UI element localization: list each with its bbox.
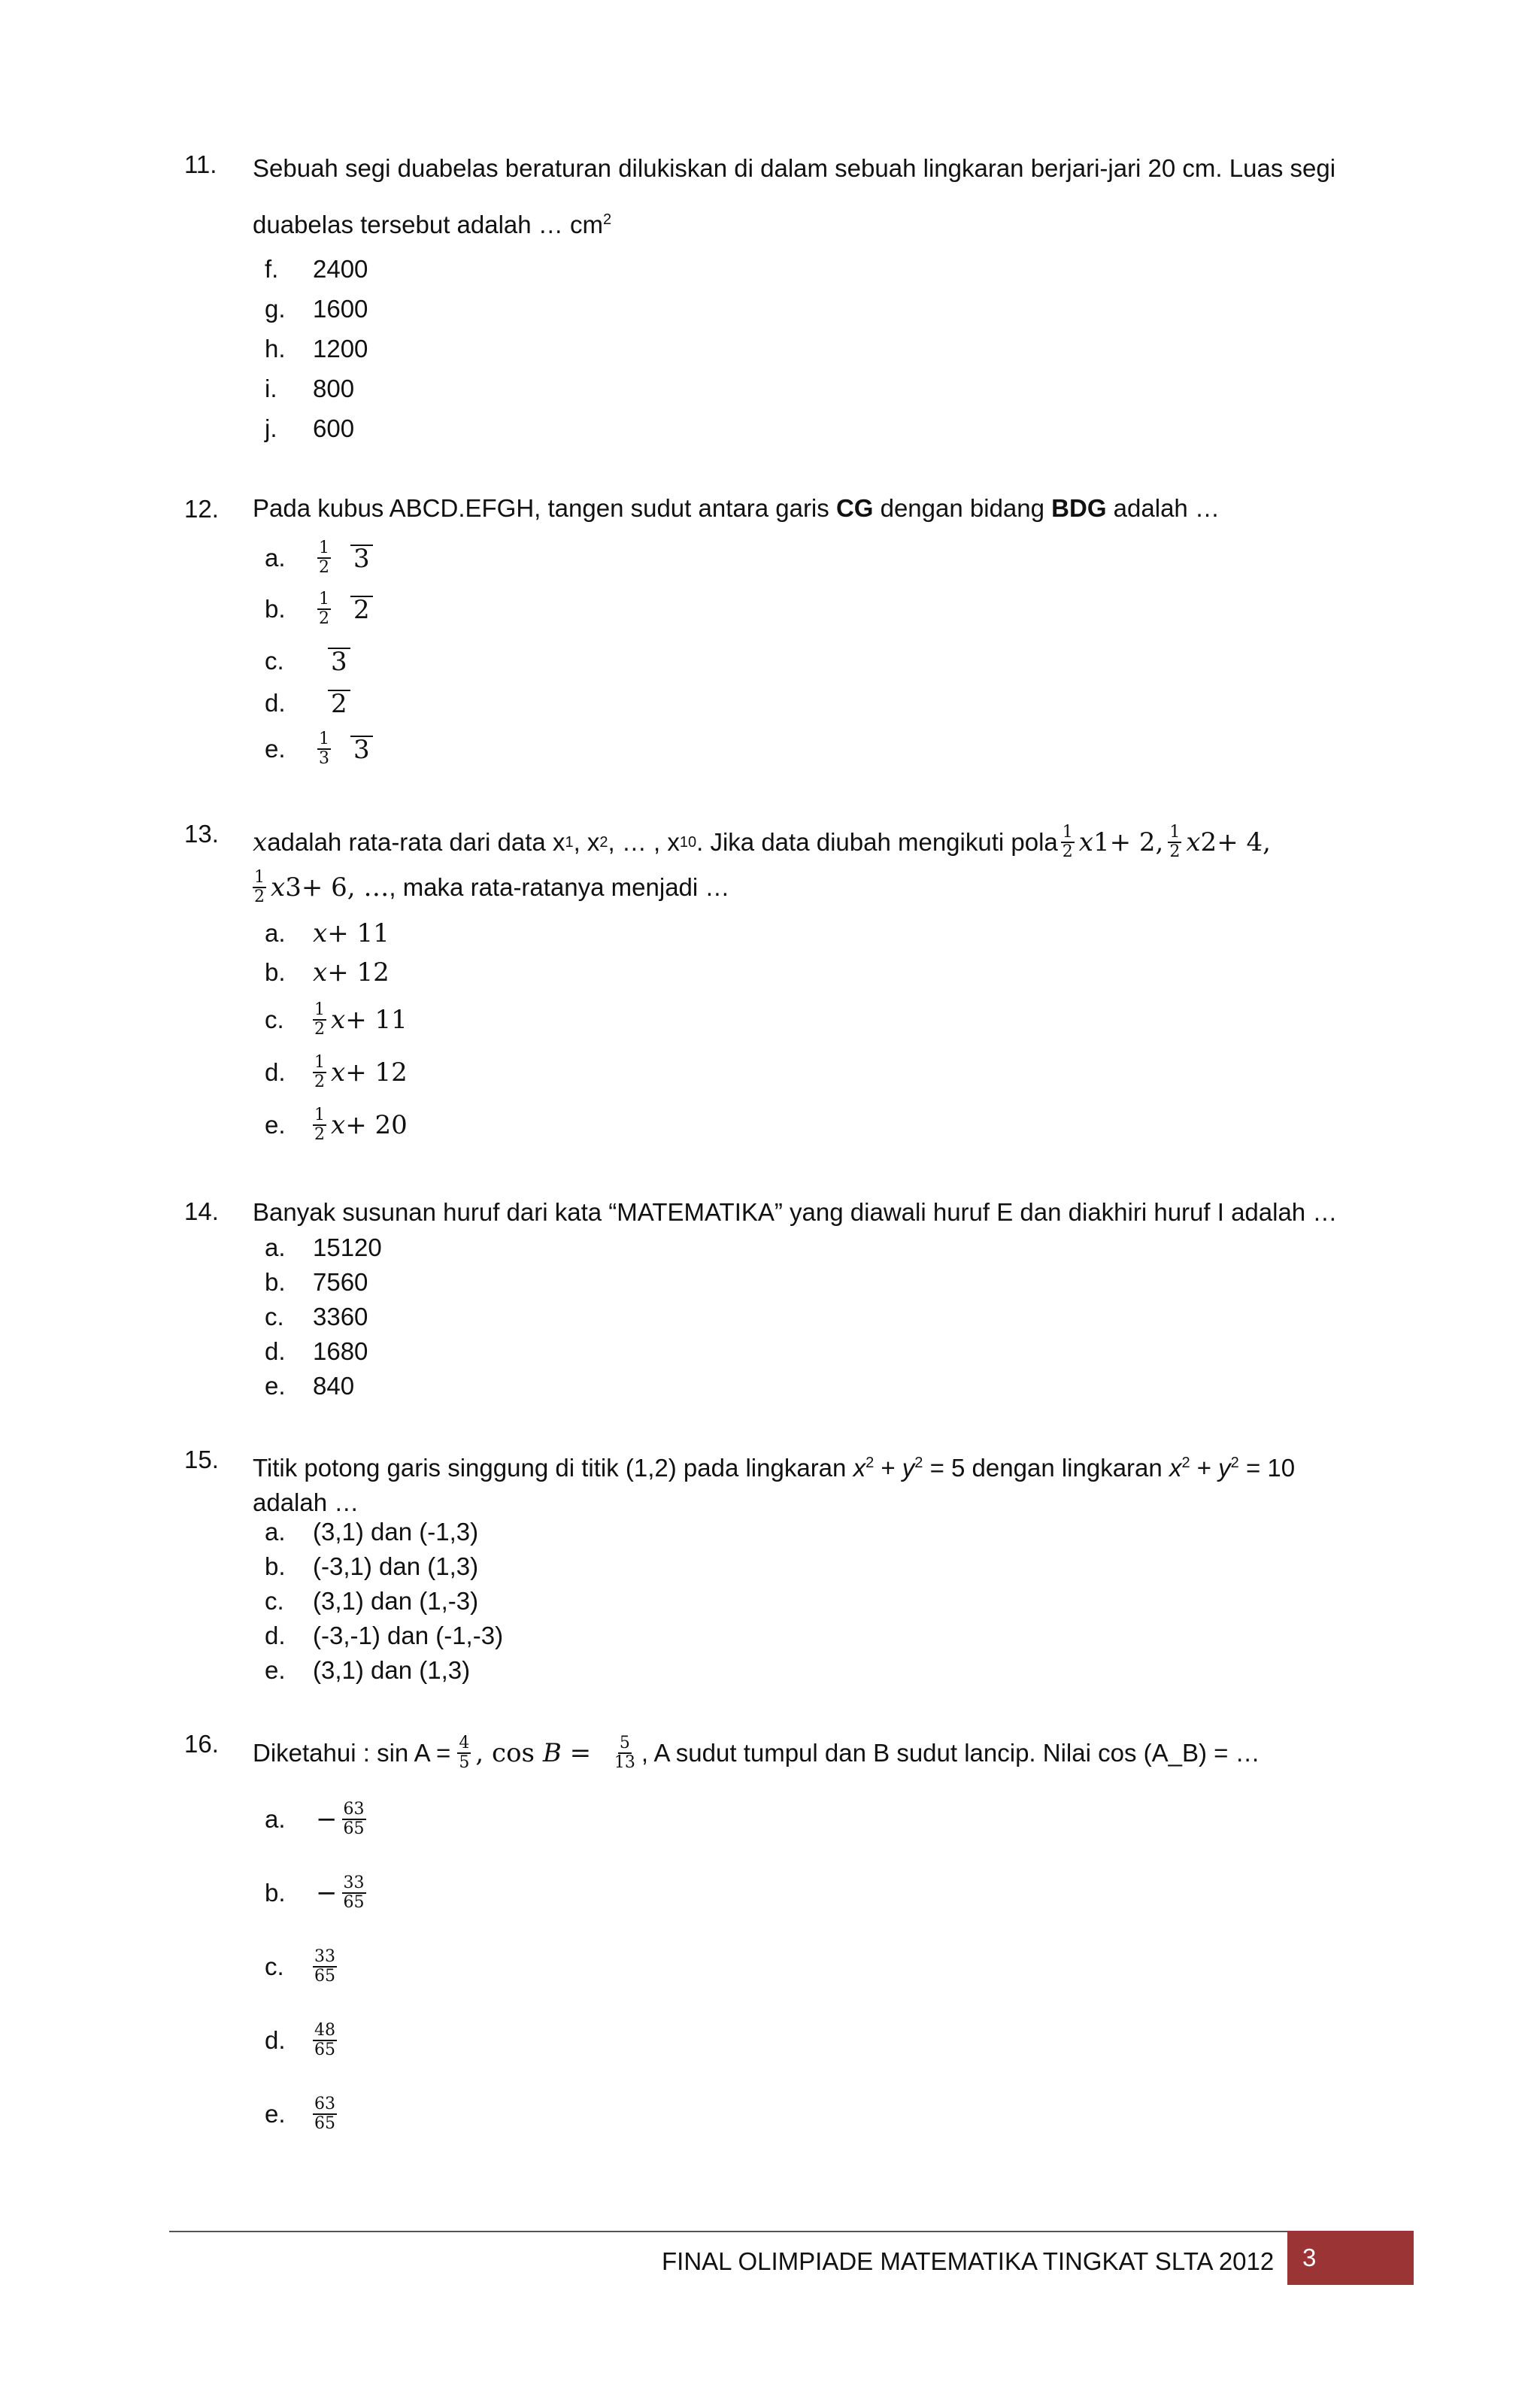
variable: x bbox=[1186, 827, 1201, 857]
subscript: 2 bbox=[1200, 827, 1217, 857]
option-value: 1680 bbox=[313, 1337, 368, 1365]
option-label: c. bbox=[265, 1952, 284, 1980]
option bbox=[265, 955, 390, 990]
question-text bbox=[253, 1727, 1411, 1779]
option bbox=[265, 1584, 478, 1619]
option bbox=[265, 2088, 341, 2141]
mean-symbol: x bbox=[253, 827, 268, 857]
option bbox=[265, 1103, 408, 1148]
option bbox=[265, 1334, 368, 1369]
numerator: 1 bbox=[1062, 823, 1073, 842]
radical: 3 bbox=[350, 736, 373, 763]
minus-sign: − bbox=[316, 1878, 338, 1908]
fraction bbox=[317, 590, 331, 628]
question-text-line bbox=[253, 194, 1411, 250]
numerator: 33 bbox=[343, 1874, 365, 1892]
question-text bbox=[253, 820, 1411, 910]
question-text-segment: dengan bidang bbox=[873, 494, 1052, 522]
numerator: 1 bbox=[319, 730, 329, 748]
denominator: 65 bbox=[314, 1967, 335, 1986]
denominator: 65 bbox=[343, 1893, 365, 1912]
option bbox=[265, 332, 368, 366]
option bbox=[265, 727, 373, 772]
variable: x bbox=[331, 1005, 346, 1035]
superscript: 2 bbox=[1230, 1455, 1239, 1471]
option-value: 1600 bbox=[313, 295, 368, 323]
option bbox=[265, 411, 354, 446]
denominator: 2 bbox=[314, 1125, 325, 1144]
variable: x bbox=[313, 957, 328, 988]
superscript: 2 bbox=[602, 211, 612, 228]
variable: x bbox=[313, 918, 328, 948]
superscript: 2 bbox=[1181, 1455, 1190, 1471]
question-text-segment: = 5 dengan lingkaran bbox=[923, 1454, 1169, 1482]
numerator: 1 bbox=[314, 1106, 325, 1124]
question-text: Banyak susunan huruf dari kata “MATEMATIKA” yang diawali huruf E dan diakhiri huruf I adalah … bbox=[253, 1198, 1338, 1226]
fraction bbox=[457, 1734, 471, 1772]
option bbox=[265, 252, 368, 287]
question-text-segment: Diketahui : sin A = bbox=[253, 1739, 458, 1767]
numerator: 4 bbox=[459, 1734, 470, 1752]
math-term: + 6, … bbox=[301, 872, 390, 903]
fraction bbox=[1168, 824, 1181, 861]
variable: x bbox=[853, 1454, 866, 1482]
option-label: f. bbox=[265, 255, 279, 283]
fraction bbox=[313, 1106, 326, 1144]
option bbox=[265, 1940, 341, 1993]
option bbox=[265, 644, 350, 678]
fraction bbox=[342, 1874, 366, 1912]
footer-title: FINAL OLIMPIADE MATEMATIKA TINGKAT SLTA 2012 bbox=[662, 2247, 1275, 2275]
option bbox=[265, 1515, 478, 1549]
question-number: 12. bbox=[184, 495, 219, 523]
option-value: (3,1) dan (-1,3) bbox=[313, 1518, 479, 1546]
denominator: 2 bbox=[1169, 842, 1181, 861]
option bbox=[265, 2014, 341, 2067]
numerator: 63 bbox=[314, 2095, 335, 2113]
option-value: (-3,1) dan (1,3) bbox=[313, 1552, 479, 1580]
question-number: 13. bbox=[184, 820, 219, 848]
option bbox=[265, 1793, 371, 1846]
numerator: 1 bbox=[314, 1000, 325, 1019]
fraction bbox=[313, 1948, 337, 1986]
numerator: 1 bbox=[1169, 823, 1181, 842]
option-value: (-3,-1) dan (-1,-3) bbox=[313, 1622, 504, 1649]
denominator: 13 bbox=[614, 1753, 635, 1772]
bold-term: CG bbox=[835, 494, 874, 522]
variable: x bbox=[271, 872, 286, 903]
numerator: 1 bbox=[314, 1053, 325, 1072]
numerator: 63 bbox=[343, 1800, 365, 1819]
denominator: 2 bbox=[254, 887, 265, 906]
denominator: 2 bbox=[314, 1073, 325, 1091]
subscript: 1 bbox=[565, 834, 574, 851]
question-number: 15. bbox=[184, 1446, 219, 1473]
variable: x bbox=[331, 1057, 346, 1088]
radical: 2 bbox=[328, 690, 350, 717]
math-term: + 2, bbox=[1109, 827, 1164, 857]
question-text-line bbox=[253, 820, 1411, 865]
subscript: 1 bbox=[1093, 827, 1110, 857]
numerator: 48 bbox=[314, 2021, 335, 2040]
fraction bbox=[317, 539, 331, 577]
fraction bbox=[313, 1054, 326, 1091]
fraction bbox=[313, 1001, 326, 1039]
option bbox=[265, 997, 408, 1042]
denominator: 2 bbox=[319, 609, 329, 628]
denominator: 5 bbox=[459, 1753, 470, 1772]
option-label: a. bbox=[265, 1518, 286, 1546]
option-label: d. bbox=[265, 1622, 286, 1649]
math-term: , cos bbox=[475, 1738, 543, 1768]
option-label: e. bbox=[265, 735, 286, 763]
denominator: 2 bbox=[319, 558, 329, 577]
question-text-segment: , maka rata-ratanya menjadi … bbox=[389, 873, 730, 901]
question-text-segment: Pada kubus ABCD.EFGH, tangen sudut antara garis bbox=[253, 494, 836, 522]
option-label: b. bbox=[265, 958, 286, 986]
page-number: 3 bbox=[1287, 2231, 1414, 2285]
option-value: (3,1) dan (1,-3) bbox=[313, 1587, 479, 1615]
option-label: c. bbox=[265, 1303, 284, 1330]
question-text-segment: = 10 bbox=[1238, 1454, 1296, 1482]
denominator: 65 bbox=[314, 2114, 335, 2133]
denominator: 65 bbox=[343, 1819, 365, 1838]
option-value: 840 bbox=[313, 1372, 355, 1400]
option bbox=[265, 916, 390, 951]
math-term: + 4, bbox=[1217, 827, 1271, 857]
radical: 3 bbox=[328, 648, 350, 675]
variable: y bbox=[1218, 1454, 1231, 1482]
denominator: 65 bbox=[314, 2040, 335, 2059]
question-text bbox=[253, 143, 1411, 250]
option-label: a. bbox=[265, 544, 286, 572]
option-label: e. bbox=[265, 1372, 286, 1400]
option bbox=[265, 1867, 371, 1919]
denominator: 2 bbox=[1062, 842, 1073, 861]
option-label: b. bbox=[265, 1552, 286, 1580]
option-value: 3360 bbox=[313, 1303, 368, 1330]
question-number: 14. bbox=[184, 1197, 219, 1225]
option bbox=[265, 536, 373, 581]
option-label: e. bbox=[265, 1656, 286, 1684]
option bbox=[265, 1300, 368, 1334]
question-text-line: adalah … bbox=[253, 1488, 359, 1516]
question-text-line: Sebuah segi duabelas beraturan dilukiskan di dalam sebuah lingkaran berjari-jari 20 cm. Luas segi bbox=[253, 154, 1336, 182]
question-text bbox=[253, 1446, 1411, 1520]
question-text-segment: adalah rata-rata dari data x bbox=[267, 828, 565, 856]
option bbox=[265, 1265, 368, 1300]
option-label: d. bbox=[265, 1058, 286, 1086]
math-term: + 11 bbox=[327, 918, 390, 948]
question-text-line bbox=[253, 1446, 1411, 1485]
superscript: 2 bbox=[914, 1455, 923, 1471]
bold-term: BDG bbox=[1051, 494, 1107, 522]
math-term: + 12 bbox=[327, 957, 390, 988]
option-value: 600 bbox=[313, 414, 355, 442]
fraction bbox=[1061, 824, 1075, 861]
question-number: 16. bbox=[184, 1730, 219, 1758]
question-text-line bbox=[253, 865, 1411, 910]
question-text bbox=[253, 483, 1411, 534]
option bbox=[265, 1619, 503, 1653]
option-label: a. bbox=[265, 919, 286, 947]
fraction bbox=[313, 2022, 337, 2059]
radical: 2 bbox=[350, 596, 373, 623]
fraction bbox=[317, 730, 331, 768]
option-label: a. bbox=[265, 1233, 286, 1261]
option-label: d. bbox=[265, 2026, 286, 2054]
minus-sign: − bbox=[316, 1804, 338, 1834]
option bbox=[265, 686, 350, 721]
option-label: g. bbox=[265, 295, 286, 323]
subscript: 10 bbox=[679, 834, 697, 851]
superscript: 2 bbox=[865, 1455, 875, 1471]
option-label: h. bbox=[265, 335, 286, 363]
option bbox=[265, 1369, 354, 1403]
option-label: c. bbox=[265, 1587, 284, 1615]
variable: x bbox=[1169, 1454, 1182, 1482]
option-value: 7560 bbox=[313, 1268, 368, 1296]
fraction bbox=[253, 869, 266, 906]
question-text-segment: Titik potong garis singgung di titik (1,2) pada lingkaran bbox=[253, 1454, 853, 1482]
question-text-segment: + bbox=[874, 1454, 902, 1482]
option bbox=[265, 1653, 470, 1688]
fraction bbox=[313, 2095, 337, 2133]
option-label: d. bbox=[265, 689, 286, 717]
denominator: 3 bbox=[319, 749, 329, 768]
fraction bbox=[342, 1801, 366, 1838]
option-label: b. bbox=[265, 1879, 286, 1907]
option-label: c. bbox=[265, 647, 284, 675]
option-label: j. bbox=[265, 414, 277, 442]
numerator: 1 bbox=[319, 590, 329, 608]
option-label: b. bbox=[265, 1268, 286, 1296]
option bbox=[265, 292, 368, 326]
math-term: = bbox=[561, 1738, 599, 1768]
option-label: e. bbox=[265, 1111, 286, 1139]
option-value: 800 bbox=[313, 375, 355, 402]
radical: 3 bbox=[350, 545, 373, 572]
question-text-segment: + bbox=[1190, 1454, 1219, 1482]
option-value: 2400 bbox=[313, 255, 368, 283]
option bbox=[265, 587, 373, 632]
question-number: 11. bbox=[184, 150, 217, 178]
math-term: + 12 bbox=[345, 1057, 408, 1088]
option-label: c. bbox=[265, 1006, 284, 1033]
variable: x bbox=[331, 1110, 346, 1140]
option bbox=[265, 1230, 382, 1265]
numerator: 33 bbox=[314, 1947, 335, 1966]
option bbox=[265, 1050, 408, 1095]
option-value: (3,1) dan (1,3) bbox=[313, 1656, 471, 1684]
numerator: 1 bbox=[254, 868, 265, 887]
option-value: 1200 bbox=[313, 335, 368, 363]
option-label: e. bbox=[265, 2100, 286, 2128]
math-term: + 11 bbox=[345, 1005, 408, 1035]
option-label: d. bbox=[265, 1337, 286, 1365]
subscript: 3 bbox=[285, 872, 302, 903]
numerator: 1 bbox=[319, 539, 329, 557]
question-text-segment: adalah … bbox=[1106, 494, 1220, 522]
option-label: a. bbox=[265, 1805, 286, 1833]
numerator: 5 bbox=[619, 1734, 630, 1752]
variable: x bbox=[1078, 827, 1093, 857]
variable: y bbox=[902, 1454, 915, 1482]
subscript: 2 bbox=[599, 834, 608, 851]
fraction bbox=[613, 1734, 637, 1772]
question-text-segment: , … , x bbox=[608, 828, 680, 856]
footer-divider bbox=[169, 2231, 1414, 2232]
question-text-segment: , A sudut tumpul dan B sudut lancip. Nilai cos (A_B) = … bbox=[641, 1739, 1260, 1767]
option-label: i. bbox=[265, 375, 277, 402]
option-value: 15120 bbox=[313, 1233, 382, 1261]
math-term: + 20 bbox=[345, 1110, 408, 1140]
option-label: b. bbox=[265, 595, 286, 623]
denominator: 2 bbox=[314, 1020, 325, 1039]
question-text-segment: duabelas tersebut adalah … cm bbox=[253, 211, 603, 238]
variable: B bbox=[542, 1738, 562, 1768]
question-text-segment: , x bbox=[573, 828, 600, 856]
option bbox=[265, 1549, 478, 1584]
question-text-segment: . Jika data diubah mengikuti pola bbox=[696, 828, 1058, 856]
option bbox=[265, 372, 354, 406]
